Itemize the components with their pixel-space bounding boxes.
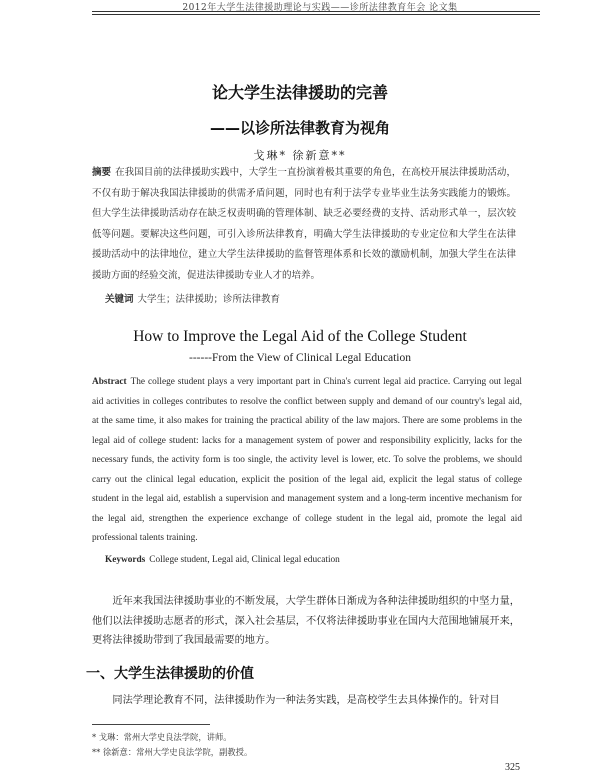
chinese-keywords-text: 大学生；法律援助；诊所法律教育 xyxy=(137,294,281,305)
footnote-rule xyxy=(92,724,210,725)
english-keywords-text: College student, Legal aid, Clinical legal education xyxy=(149,555,340,565)
page-number: 325 xyxy=(505,762,520,773)
english-abstract xyxy=(92,373,522,549)
english-keywords xyxy=(105,555,525,565)
header-rule-bottom xyxy=(92,14,540,15)
running-head: 2012年大学生法律援助理论与实践——诊所法律教育年会 论文集 xyxy=(182,3,458,13)
section-heading: 一、大学生法律援助的价值 xyxy=(86,666,254,682)
english-title: How to Improve the Legal Aid of the College Student xyxy=(133,328,467,345)
chinese-abstract-text: 在我国目前的法律援助实践中，大学生一直扮演着极其重要的角色，在高校开展法律援助活动，不仅有助于解决我国法律援助的供需矛盾问题，同时也有利于法学专业毕业生法务实践能力的锻炼。但大学生法律援助活动存在缺乏权责明确的管理体制、缺乏必要经费的支持、活动形式单一，层次较低等问题。要解决这些问题，可引入诊所法律教育，明确大学生法律援助的专业定位和大学生在法律援助活动中的法律地位，建立大学生法律援助的监督管理体系和长效的激励机制，加强大学生在法律援助方面的经验交流，促进法律援助专业人才的培养。 xyxy=(92,167,516,281)
intro-paragraph: 近年来我国法律援助事业的不断发展，大学生群体日渐成为各种法律援助组织的中坚力量，他们以法律援助志愿者的形式，深入社会基层，不仅将法律援助事业在国内大范围地铺展开来，更将法律援助带到了我国最需要的地方。 xyxy=(92,596,520,646)
english-abstract-label: Abstract xyxy=(92,377,127,387)
footnote-1: * 戈琳：常州大学史良法学院，讲师。 xyxy=(92,732,232,742)
chinese-keywords-label: 关键词 xyxy=(105,294,134,305)
section-body: 同法学理论教育不同，法律援助作为一种法务实践，是高校学生去具体操作的。针对目 xyxy=(112,695,500,706)
english-abstract-text: The college student plays a very important part in China's current legal aid practice. Carrying out legal aid activities in colleges contributes to resolve the conflict between supply and demand of our country's legal aid, at the same time, it also makes for training the practical ability of the law majors. There are some problems in the legal aid of college student: lacks for a management system of power and responsibility explicitly, lacks for the necessary funds, the activity form is too single, the activity level is lower, etc. To solve the problems, we should carry out the clinical legal education, explicit the position of the legal aid, explicit the legal status of college student in the legal aid, establish a supervision and management system and a long-term incentive mechanism for the legal aid, strengthen the experience exchange of college student in the legal aid, promote the legal aid professional talents training. xyxy=(92,377,522,543)
chinese-abstract-label: 摘要 xyxy=(92,167,112,178)
authors: 戈琳* 徐新意** xyxy=(253,149,347,162)
chinese-keywords xyxy=(105,291,525,305)
english-keywords-label: Keywords xyxy=(105,555,146,565)
paper-title: 论大学生法律援助的完善 xyxy=(211,83,388,102)
english-subtitle: ------From the View of Clinical Legal Education xyxy=(189,352,411,364)
footnote-2: ** 徐新意：常州大学史良法学院，副教授。 xyxy=(92,747,253,757)
paper-subtitle: ——以诊所法律教育为视角 xyxy=(209,119,390,137)
chinese-abstract xyxy=(92,163,516,286)
